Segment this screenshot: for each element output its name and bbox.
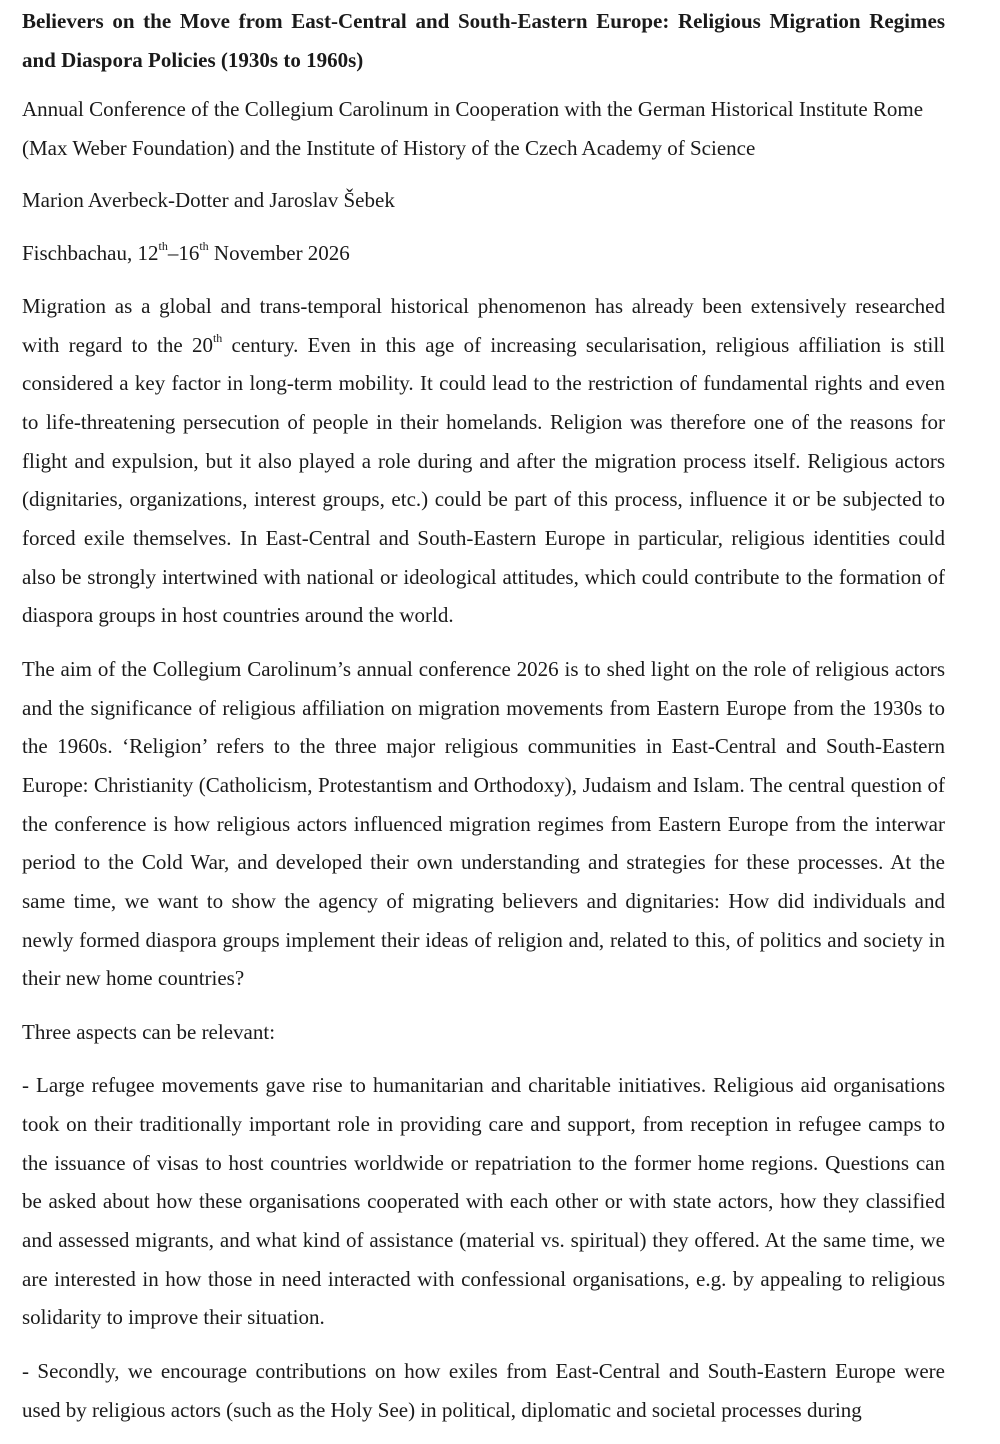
document-page <box>22 2 945 1444</box>
date-start: Fischbachau, 12 <box>22 240 159 265</box>
paragraph-introduction <box>22 287 945 635</box>
organizers: Marion Averbeck-Dotter and Jaroslav Šebek <box>22 188 395 212</box>
paragraph-aspect-humanitarian: - Large refugee movements gave rise to humanitarian and charitable initiatives. Religious aid organisations took on their traditionally important role in providing care and support, from reception in refugee camps to the issuance of visas to host countries worldwide or repatriation to the former home regions. Questions can be asked about how these organisations cooperated with each other or with state actors, how they classified and assessed migrants, and what kind of assistance (material vs. spiritual) they offered. At the same time, we are interested in how those in need interacted with confessional organisations, e.g. by appealing to religious solidarity to improve their situation. <box>22 1073 945 1330</box>
date-ordinal-start: th <box>158 238 168 253</box>
paragraph-text: Migration as a global and trans-temporal historical phenomenon has already been extensively researched with regard to the 20 <box>22 294 945 357</box>
paragraph-aspect-exiles: - Secondly, we encourage contributions on how exiles from East-Central and South-Eastern Europe were used by religious actors (such as the Holy See) in political, diplomatic and societal processes during <box>22 1359 945 1422</box>
paragraph-aspects-intro: Three aspects can be relevant: <box>22 1019 276 1044</box>
conference-subtitle: Annual Conference of the Collegium Carolinum in Cooperation with the German Historical Institute Rome (Max Weber Foundation) and the Institute of History of the Czech Academy of Science <box>22 97 924 160</box>
paragraph-text: century. Even in this age of increasing secularisation, religious affiliation is still considered a key factor in long-term mobility. It could lead to the restriction of fundamental rights and even to life-threatening persecution of people in their homelands. Religion was therefore one of the reasons for flight and expulsion, but it also played a role during and after the migration process itself. Religious actors (dignitaries, organizations, interest groups, etc.) could be part of this process, influence it or be subjected to forced exile themselves. In East-Central and South-Eastern Europe in particular, religious identities could also be strongly intertwined with national or ideological attitudes, which could contribute to the formation of diaspora groups in host countries around the world. <box>22 332 946 628</box>
century-ordinal: th <box>212 330 223 345</box>
date-end: –16 <box>167 240 200 265</box>
conference-date <box>22 234 945 273</box>
date-ordinal-end: th <box>199 238 209 253</box>
date-month-year: November 2026 <box>208 240 350 265</box>
paragraph-aim: The aim of the Collegium Carolinum’s annual conference 2026 is to shed light on the role of religious actors and the significance of religious affiliation on migration movements from Eastern Europe from the 1930s to the 1960s. ‘Religion’ refers to the three major religious communities in East-Central and South-Eastern Europe: Christianity (Catholicism, Protestantism and Orthodoxy), Judaism and Islam. The central question of the conference is how religious actors influenced migration regimes from Eastern Europe from the interwar period to the Cold War, and developed their own understanding and strategies for these processes. At the same time, we want to show the agency of migrating believers and dignitaries: How did individuals and newly formed diaspora groups implement their ideas of religion and, related to this, of politics and society in their new home countries? <box>22 656 945 991</box>
document-title: Believers on the Move from East-Central and South-Eastern Europe: Religious Migration Regimes and Diaspora Policies (1930s to 1960s) <box>22 9 945 72</box>
